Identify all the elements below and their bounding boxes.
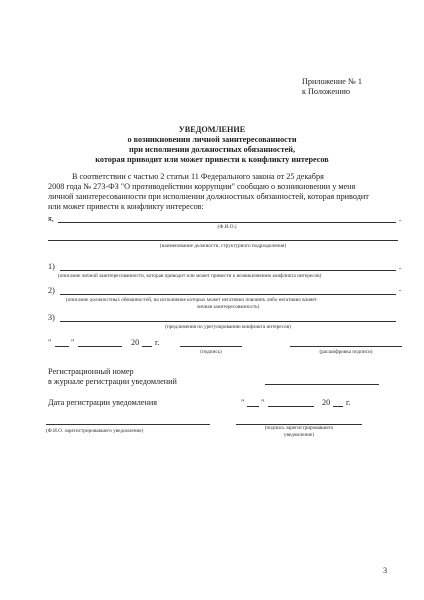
appendix-line-1: Приложение № 1 bbox=[302, 77, 362, 86]
item-3-label: 3) bbox=[48, 313, 55, 322]
sign-day-line[interactable] bbox=[55, 346, 69, 347]
scan-speck bbox=[399, 290, 401, 291]
title-line-3: которая приводит или может привести к конфликту интересов bbox=[95, 155, 329, 164]
registrar-sign-caption-1: (подпись зарегистрировавшего bbox=[264, 425, 334, 431]
reg-day-line[interactable] bbox=[247, 406, 259, 407]
reg-year-suffix: г. bbox=[346, 398, 351, 407]
body-line-4: или может привести к конфликту интересов: bbox=[48, 202, 204, 211]
scan-speck bbox=[399, 268, 401, 269]
fio-caption: (Ф.И.О.) bbox=[217, 224, 237, 230]
sign-year-prefix: 20 bbox=[131, 338, 140, 347]
sign-year-suffix: г. bbox=[155, 338, 160, 347]
ya-label: я, bbox=[48, 214, 54, 223]
title-main: УВЕДОМЛЕНИЕ bbox=[178, 125, 246, 134]
reg-year-line[interactable] bbox=[333, 406, 343, 407]
registration-date-label: Дата регистрации уведомления bbox=[48, 398, 158, 407]
item-1-label: 1) bbox=[48, 262, 55, 271]
registrar-name-line[interactable] bbox=[46, 424, 210, 425]
position-caption: (наименование должности, структурного подразделения) bbox=[159, 243, 287, 249]
signature-caption: (подпись) bbox=[200, 349, 222, 355]
body-line-1: В соответствии с частью 2 статьи 11 Федерального закона от 25 декабря bbox=[72, 172, 324, 181]
reg-month-line[interactable] bbox=[268, 406, 314, 407]
item-2-caption-2: личная заинтересованность) bbox=[196, 304, 260, 310]
title-line-1: о возникновении личной заинтересованности bbox=[127, 135, 297, 144]
registration-number-line[interactable] bbox=[265, 384, 379, 385]
reg-quote-open: " bbox=[241, 398, 245, 407]
sign-year-line[interactable] bbox=[142, 346, 152, 347]
body-line-2: 2008 года № 273-ФЗ "О противодействии коррупции" сообщаю о возникновении у меня bbox=[48, 182, 356, 191]
body-line-3: личной заинтересованности при исполнении должностных обязанностей, которая приводит bbox=[48, 192, 369, 201]
fio-input-line[interactable] bbox=[58, 222, 396, 223]
item-2-label: 2) bbox=[48, 286, 55, 295]
scan-speck bbox=[399, 220, 401, 221]
item-2-caption-1: (описание должностных обязанностей, на исполнение которых может негативно повлиять либо негативно влияет bbox=[66, 297, 317, 303]
sign-quote-close: " bbox=[71, 338, 75, 347]
item-3-input-line[interactable] bbox=[60, 321, 396, 322]
title-line-2: при исполнении должностных обязанностей, bbox=[129, 145, 295, 154]
item-3-caption: (предложения по урегулированию конфликта интересов) bbox=[165, 324, 291, 330]
appendix-line-2: к Положению bbox=[302, 87, 350, 96]
reg-year-prefix: 20 bbox=[322, 398, 331, 407]
decode-line[interactable] bbox=[290, 346, 402, 347]
registration-number-label-1: Регистрационный номер bbox=[48, 367, 134, 376]
page-number: 3 bbox=[383, 566, 388, 575]
item-1-caption: (описание личной заинтересованности, которая приводит или может привести к возникновению конфликта интересов) bbox=[58, 273, 322, 279]
sign-month-line[interactable] bbox=[78, 346, 122, 347]
position-input-line[interactable] bbox=[48, 240, 398, 241]
reg-quote-close: " bbox=[261, 398, 265, 407]
registrar-name-caption: (Ф.И.О. зарегистрировавшего уведомление) bbox=[46, 428, 144, 434]
signature-line[interactable] bbox=[180, 346, 242, 347]
sign-quote-open: " bbox=[48, 338, 52, 347]
registrar-sign-caption-2: уведомление) bbox=[283, 432, 315, 438]
item-1-input-line[interactable] bbox=[60, 270, 396, 271]
decode-caption: (расшифровка подписи) bbox=[319, 349, 373, 355]
item-2-input-line[interactable] bbox=[60, 294, 396, 295]
registration-number-label-2: в журнале регистрации уведомлений bbox=[48, 377, 177, 386]
